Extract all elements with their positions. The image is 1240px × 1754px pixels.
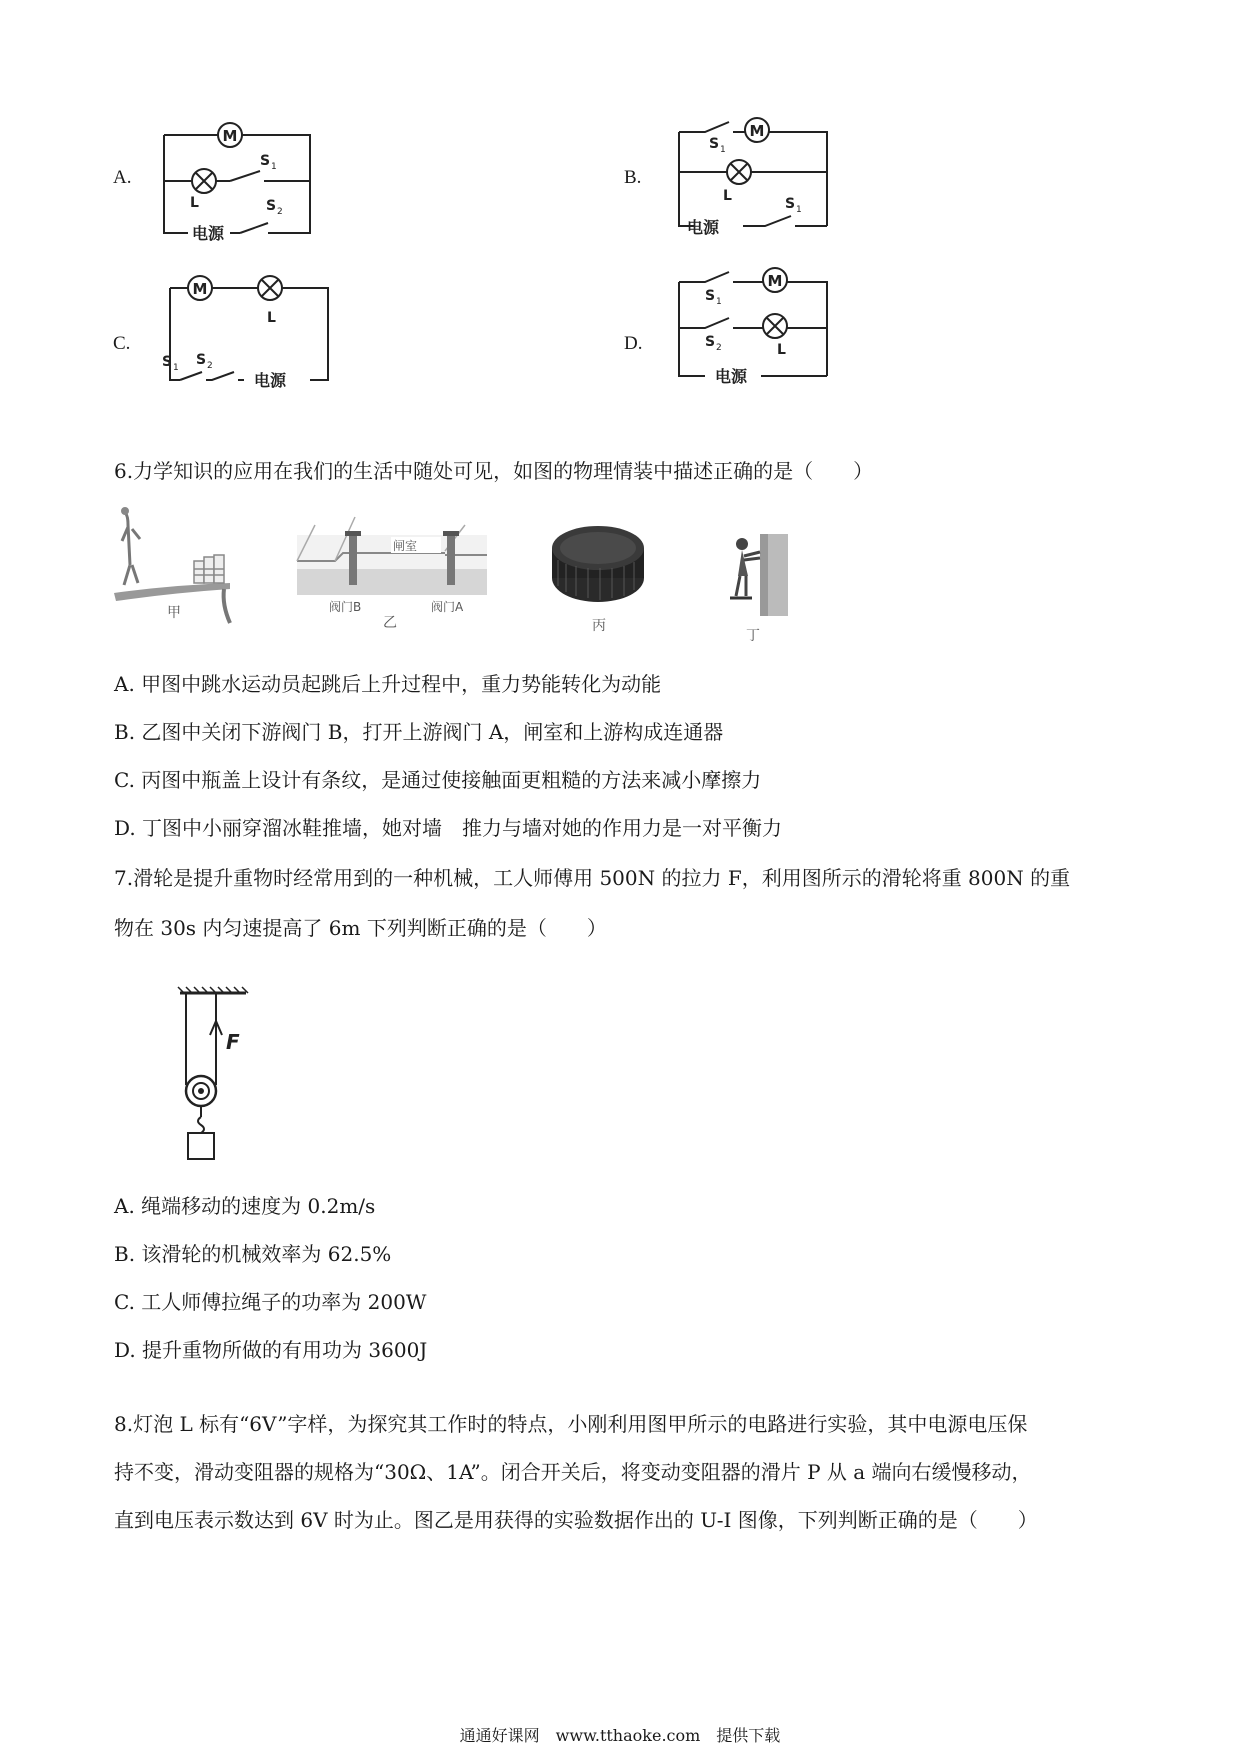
q5-option-a-label: A. — [113, 167, 132, 188]
lock-chamber-label: 闸室 — [393, 539, 418, 553]
switch-s1-label-c: S — [162, 354, 173, 370]
q8-stem-line1: 8.灯泡 L 标有“6V”字样，为探究其工作时的特点，小刚利用图甲所示的电路进行实验，其中电源电压保 — [114, 1412, 1028, 1436]
q6-option-c: C. 丙图中瓶盖上设计有条纹，是通过使接触面更粗糙的方法来减小摩擦力 — [114, 768, 762, 792]
figure-bing-caption: 丙 — [592, 618, 606, 634]
valve-b-label: 阀门B — [329, 600, 362, 614]
circuit-diagram-a — [150, 115, 330, 245]
switch-s1-label-a: S — [260, 153, 271, 169]
switch-s2-label-a: S — [266, 198, 277, 214]
page-footer: 通通好课网 www.tthaoke.com 提供下载 — [459, 1726, 781, 1745]
switch-s1-sub-b: 1 — [720, 145, 726, 155]
lamp-label-a: L — [190, 195, 199, 211]
power-source-label-b: 电源 — [687, 218, 720, 237]
motor-label-c: M — [192, 280, 208, 298]
q8-stem-line2: 持不变，滑动变阻器的规格为“30Ω、1A”。闭合开关后，将变动变阻器的滑片 P 从 a 端向右缓慢移动， — [114, 1460, 1032, 1484]
q7-option-d: D. 提升重物所做的有用功为 3600J — [114, 1338, 428, 1362]
switch-s1-label-d: S — [705, 288, 716, 304]
q5-option-d-label: D. — [624, 333, 643, 354]
q6-option-d: D. 丁图中小丽穿溜冰鞋推墙，她对墙 推力与墙对她的作用力是一对平衡力 — [114, 816, 783, 840]
lamp-label-b: L — [723, 188, 732, 204]
q6-figure-yi — [295, 515, 490, 630]
q6-figure-bing — [548, 520, 658, 635]
q7-option-a: A. 绳端移动的速度为 0.2m/s — [114, 1194, 376, 1218]
switch-s1-sub-a: 1 — [271, 162, 277, 172]
switch-s1-label-b: S — [709, 136, 720, 152]
motor-label-b: M — [749, 122, 765, 140]
q7-option-c: C. 工人师傅拉绳子的功率为 200W — [114, 1290, 427, 1314]
lamp-label-d: L — [777, 342, 786, 358]
figure-jia-caption: 甲 — [167, 605, 181, 621]
q5-option-b-label: B. — [624, 167, 642, 188]
switch-s2-sub-c: 2 — [207, 361, 213, 371]
power-source-label-c: 电源 — [254, 371, 287, 390]
motor-label-d: M — [767, 272, 783, 290]
circuit-diagram-b — [665, 112, 845, 242]
q6-figure-jia — [112, 505, 242, 625]
switch-s2-label-d: S — [705, 334, 716, 350]
switch-s2-sub-a: 2 — [277, 207, 283, 217]
power-source-label-d: 电源 — [715, 367, 748, 386]
motor-label-a: M — [222, 127, 238, 145]
switch-s2-sub-d: 2 — [716, 343, 722, 353]
q6-figure-ding — [722, 530, 792, 645]
q7-stem-line2: 物在 30s 内匀速提高了 6m 下列判断正确的是（ ） — [114, 916, 607, 940]
q8-stem-line3: 直到电压表示数达到 6V 时为止。图乙是用获得的实验数据作出的 U-I 图像，下列判断正确的是（ ） — [114, 1508, 1038, 1532]
figure-ding-caption: 丁 — [746, 628, 760, 644]
q7-option-b: B. 该滑轮的机械效率为 62.5% — [114, 1242, 392, 1266]
power-source-label-a: 电源 — [192, 224, 225, 243]
q5-option-c-label: C. — [113, 333, 131, 354]
force-f-label: F — [226, 1030, 240, 1054]
q6-stem: 6.力学知识的应用在我们的生活中随处可见，如图的物理情装中描述正确的是（ ） — [114, 459, 874, 483]
q6-option-a: A. 甲图中跳水运动员起跳后上升过程中，重力势能转化为动能 — [114, 672, 662, 696]
circuit-diagram-c — [150, 268, 340, 398]
switch-s2-sub-b: 1 — [796, 205, 802, 215]
q6-option-b: B. 乙图中关闭下游阀门 B，打开上游阀门 A，闸室和上游构成连通器 — [114, 720, 724, 744]
switch-s2-label-c: S — [196, 352, 207, 368]
switch-s1-sub-c: 1 — [173, 363, 179, 373]
circuit-diagram-d — [665, 262, 845, 392]
q7-stem-line1: 7.滑轮是提升重物时经常用到的一种机械，工人师傅用 500N 的拉力 F，利用图所示的滑轮将重 800N 的重 — [114, 866, 1071, 890]
switch-s2-label-b: S — [785, 196, 796, 212]
switch-s1-sub-d: 1 — [716, 297, 722, 307]
figure-yi-caption: 乙 — [383, 615, 397, 630]
q7-pulley-diagram — [170, 985, 280, 1165]
valve-a-label: 阀门A — [431, 600, 464, 614]
lamp-label-c: L — [267, 310, 276, 326]
